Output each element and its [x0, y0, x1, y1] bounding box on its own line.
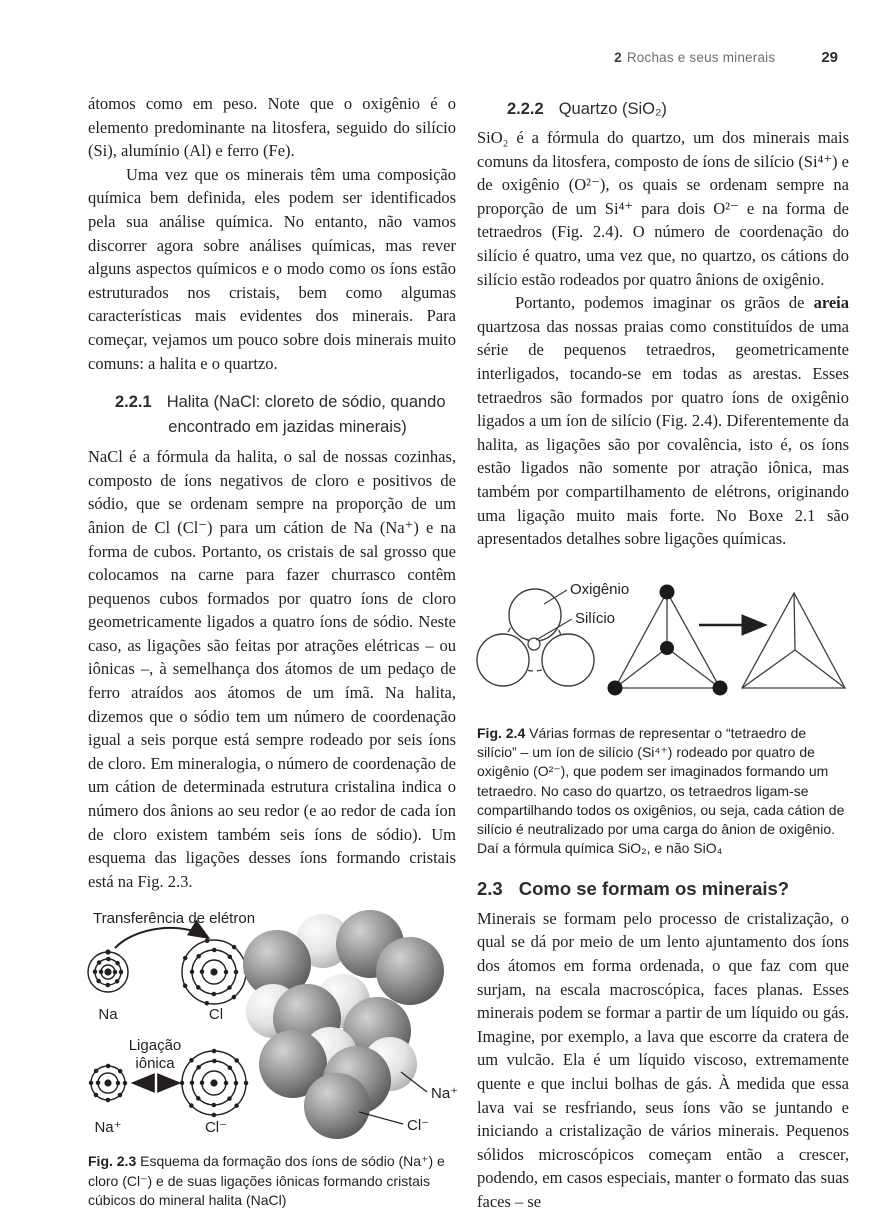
heading-title: Halita (NaCl: cloreto de sódio, quando [166, 393, 446, 412]
paragraph-halite: NaCl é a fórmula da halita, o sal de nossas cozinhas, composto de íons negativos de cloro e positivos de sódio, que se ordenam sempre na proporção de um ânion de Cl (Cl⁻) para um cátion de Na (Na⁺) e na forma de cubos. Portanto, os cristais de sal grosso que colocamos na carne para fazer churrasco contêm pequenos cubos formados por quatro íons de cloro geometricamente ligados a quatro íons de sódio. Neste caso, as ligações são feitas por atrações elétricas – ou iônicas –, à semelhança dos átomos de um pedaço de ferro atraídos aos átomos de um ímã. Na halita, dizemos que o sódio tem um número de coordenação igual a seis porque está sempre rodeado por seis íons de cloro. Em mineralogia, o número de coordenação de um cátion de determinada estrutura cristalina indica o número dos ânions ao seu redor (e ao redor de cada íon de cloro existem também seis íons de sódio). Um esquema das ligações desses íons formando cristais está na Fig. 2.3. [88, 447, 456, 891]
chapter-number: 2 [614, 50, 622, 65]
tetrahedron-outline [742, 593, 845, 688]
na-ion-diagram [91, 1066, 125, 1100]
caption-text: Esquema da formação dos íons de sódio (Na⁺) e cloro (Cl⁻) e de suas ligações iônicas formando cristais cúbicos do mineral halita (NaCl) [88, 1153, 445, 1208]
caption-text: Várias formas de representar o “tetraedro de silício” – um íon de silício (Si⁴⁺) rodeado por quatro de oxigênio (O²⁻), que podem ser imaginados formando um tetraedro. No caso do quartzo, os tetraedros ligam-se compartilhando todos os oxigênios, ou seja, cada cátion de silício é neutralizado por uma carga do ânion de oxigênio. Daí a fórmula química SiO₂, e não SiO₄ [477, 724, 845, 857]
cl-atom-diagram [182, 940, 246, 1004]
halite-crystal-model [243, 910, 458, 1139]
heading-number: 2.2.1 [115, 393, 152, 412]
heading-title: Como se formam os minerais? [518, 877, 790, 899]
paragraph-chemical-composition: Uma vez que os minerais têm uma composição química bem definida, eles podem ser identificados pela sua análise química. No entanto, não vamos discorrer agora sobre análises químicas, mas rever alguns aspectos químicos e o modo como os íons estão estruturados nos cristais, bem como algumas características mais evidentes dos minerais. Para começar, vejamos um pouco sobre dois minerais muito comuns: a halita e o quartzo. [88, 164, 456, 373]
oxygen-silicon-circles [477, 589, 594, 686]
label-silicon: Silício [575, 609, 616, 627]
left-column [88, 92, 459, 1213]
label-cl-ion: Cl⁻ [204, 1119, 228, 1137]
paragraph-mineral-formation: Minerais se formam pelo processo de cristalização, o qual se dá por meio de um lento ajuntamento dos íons dos átomos em forma ordenada, o que faz com que surjam, na escala macroscópica, faces planas. Esses minerais podem se formar a partir de um líquido ou gás. Imagine, por exemplo, a lava que escorre da cratera de um vulcão. Ela é um líquido viscoso, extremamente quente e que inclui bolhas de gás. À medida que essa lava vai se resfriando, seus íons vão se juntando e iniciando a cristalização de vários minerais. Pequenos sólidos microscópicos começam então a crescer, podendo, em casos especiais, manter o formato das suas faces – se [477, 908, 849, 1211]
heading-line-1 [115, 390, 456, 415]
two-column-layout [88, 92, 849, 1213]
label-oxygen: Oxigênio [570, 580, 630, 598]
caption-label: Fig. 2.4 [477, 724, 526, 741]
heading-number: 2.3 [477, 877, 503, 899]
figure-2-4-silicon-tetrahedron-diagram [477, 573, 857, 718]
label-cl: Cl [208, 1006, 224, 1024]
label-ionic-bond-1: Ligação [128, 1037, 182, 1055]
section-heading-2-3 [477, 878, 849, 900]
label-ionic-bond-2: iônica [135, 1055, 175, 1073]
heading-line-2: encontrado em jazidas minerais) [168, 418, 407, 437]
page-number: 29 [821, 49, 838, 66]
tetrahedron-with-ions [608, 584, 728, 695]
chapter-title: Rochas e seus minerais [626, 50, 776, 65]
bold-term-areia: areia [813, 293, 849, 313]
heading-number: 2.2.2 [507, 100, 544, 118]
section-heading-2-2-2 [477, 97, 849, 122]
paragraph-text: quartzosa das nossas praias como constituídos de uma série de pequenos tetraedros, geometricamente interligados, tocando-se em todas as arestas. Esses tetraedros são formados por quatro íons de oxigênio ligados a um íon de silício (Fig. 2.4). Diferentemente da halita, as ligações são por covalência, isto é, os íons estão ligados não somente por atração iônica, mas também por compartilhamento de elétrons, originando uma ligação muito mais forte. No Boxe 2.1 são apresentados detalhes sobre ligações químicas. [477, 316, 849, 549]
electron-transfer-arrow-icon [115, 928, 207, 948]
figure-2-4-caption [477, 724, 849, 859]
running-head [614, 49, 838, 66]
running-head-title [614, 50, 775, 65]
label-na: Na [98, 1006, 118, 1024]
na-atom-diagram [88, 950, 128, 993]
section-heading-2-2-1 [88, 390, 456, 440]
cl-ion-diagram [182, 1051, 246, 1115]
paragraph-quartz: SiO₂ é a fórmula do quartzo, um dos minerais mais comuns da litosfera, composto de íons de silício (Si⁴⁺) e de oxigênio (O²⁻), os quais se ordenam sempre na proporção de um Si⁴⁺ para dois O²⁻ e na forma de tetraedros (Fig. 2.4). O número de coordenação do silício é quatro, uma vez que, no quartzo, os cátions do silício estão rodeados por quatro ânions de oxigênio. [477, 128, 849, 289]
paragraph-oxygen-predominance: átomos como em peso. Note que o oxigênio é o elemento predominante na litosfera, seguido do silício (Si), alumínio (Al) e ferro (Fe). [88, 94, 456, 161]
paragraph-sand-tetrahedra [477, 291, 849, 551]
caption-label: Fig. 2.3 [88, 1153, 137, 1170]
figure-2-3-halite-diagram [85, 906, 470, 1146]
label-electron-transfer: Transferência de elétron [93, 910, 256, 928]
figure-2-3-caption [88, 1152, 456, 1210]
label-na-ion: Na⁺ [94, 1119, 122, 1137]
label-crystal-na-ion: Na⁺ [431, 1085, 459, 1103]
label-crystal-cl-ion: Cl⁻ [407, 1117, 430, 1135]
paragraph-text: Portanto, podemos imaginar os grãos de [515, 293, 814, 313]
heading-title: Quartzo (SiO₂) [558, 100, 667, 118]
right-column [477, 92, 849, 1213]
